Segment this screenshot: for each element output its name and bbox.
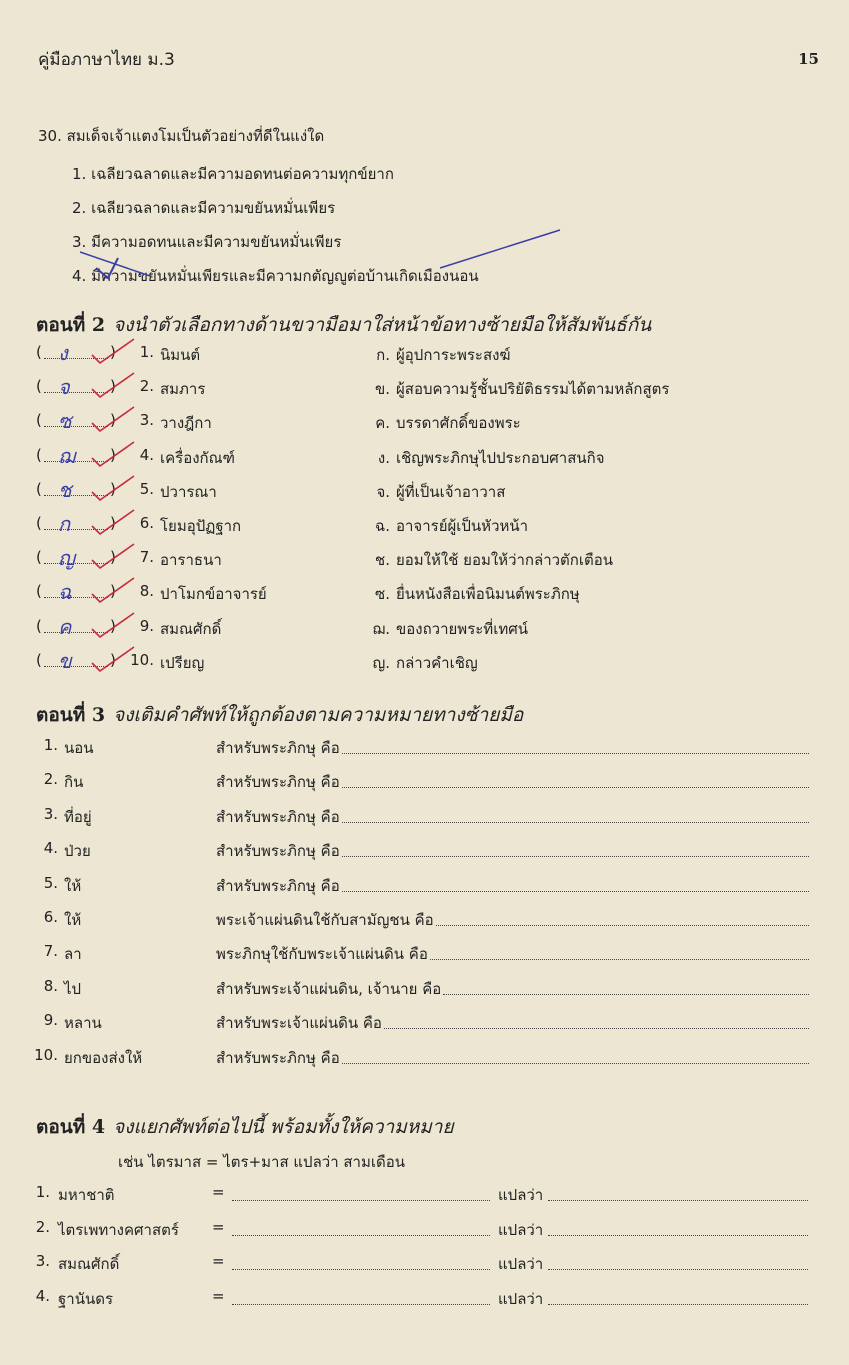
answer-line[interactable]	[342, 891, 809, 892]
open-paren: (	[36, 343, 42, 361]
fill-row	[0, 977, 849, 1007]
left-item-term: วางฎีกา	[160, 414, 212, 433]
translation-label: แปลว่า	[498, 1255, 544, 1273]
item-number: 3.	[43, 804, 58, 823]
handwritten-answer: ญ	[58, 546, 76, 571]
right-item-desc: อาจารย์ผู้เป็นหัวหน้า	[396, 517, 529, 535]
item-word: ลา	[64, 945, 82, 964]
open-paren: (	[36, 548, 42, 567]
item-number: 3.	[35, 1252, 50, 1270]
fill-row	[0, 770, 849, 800]
fill-row	[0, 805, 849, 835]
item-meaning: พระภิกษุใช้กับพระเจ้าแผ่นดิน คือ	[216, 945, 428, 964]
left-item-term: สมณศักดิ์	[160, 619, 222, 638]
left-item-term: นิมนต์	[160, 346, 201, 364]
right-item-key: จ.	[376, 482, 390, 501]
fill-row	[0, 1011, 849, 1041]
question-30-option-1: 1. เฉลียวฉลาดและมีความอดทนต่อความทุกข์ยาก	[72, 165, 394, 183]
item-word: ให้	[64, 876, 82, 895]
item-number: 2.	[43, 770, 58, 789]
item-meaning: สำหรับพระภิกษุ คือ	[216, 876, 340, 895]
left-item-number: 1.	[139, 343, 154, 361]
section-4-heading	[36, 1112, 454, 1142]
section-4-label: ตอนที่ 4	[36, 1116, 106, 1138]
split-answer-line[interactable]	[232, 1269, 490, 1270]
close-paren: )	[110, 377, 116, 396]
right-item-key: ก.	[376, 346, 390, 364]
open-paren: (	[36, 582, 42, 601]
left-item-term: เครื่องกัณฑ์	[160, 448, 235, 467]
left-item-term: ปาโมกข์อาจารย์	[160, 585, 267, 604]
equals-sign: =	[212, 1286, 225, 1305]
item-number: 1.	[43, 736, 58, 754]
open-paren: (	[36, 411, 42, 430]
left-item-term: เปรียญ	[160, 653, 205, 672]
right-item-key: ข.	[374, 380, 390, 399]
item-meaning: สำหรับพระภิกษุ คือ	[216, 842, 340, 861]
fill-row	[0, 874, 849, 904]
left-item-number: 9.	[139, 616, 154, 635]
question-30-option-4: 4. มีความขยันหมั่นเพียรและมีความกตัญญูต่อบ้านเกิดเมืองนอน	[72, 267, 479, 285]
item-word: ป่วย	[64, 842, 91, 861]
item-number: 2.	[35, 1217, 50, 1236]
section-2-label: ตอนที่ 2	[36, 314, 106, 336]
close-paren: )	[110, 514, 116, 532]
right-item-key: ฌ.	[372, 619, 390, 638]
right-item-key: ง.	[377, 448, 390, 467]
handwritten-answer: จ	[58, 375, 70, 400]
left-item-number: 8.	[139, 582, 154, 601]
answer-line[interactable]	[342, 822, 809, 823]
right-item-desc: เชิญพระภิกษุไปประกอบศาสนกิจ	[396, 448, 605, 467]
split-row	[0, 1218, 849, 1248]
section-4-example: เช่น ไตรมาส = ไตร+มาส แปลว่า สามเดือน	[118, 1153, 405, 1171]
section-4-title: จงแยกศัพท์ต่อไปนี้ พร้อมทั้งให้ความหมาย	[113, 1116, 454, 1138]
right-item-desc: ผู้อุปการะพระสงฆ์	[396, 346, 511, 364]
item-meaning: สำหรับพระเจ้าแผ่นดิน, เจ้านาย คือ	[216, 979, 442, 998]
section-3-label: ตอนที่ 3	[36, 704, 106, 726]
right-item-desc: ยอมให้ใช้ ยอมให้ว่ากล่าวตักเตือน	[396, 551, 613, 570]
answer-line[interactable]	[342, 753, 809, 754]
section-3-title: จงเติมคำศัพท์ให้ถูกต้องตามความหมายทางซ้ายมือ	[113, 704, 524, 726]
translation-answer-line[interactable]	[548, 1200, 808, 1201]
item-number: 6.	[43, 908, 58, 926]
item-word: ที่อยู่	[64, 807, 92, 826]
close-paren: )	[110, 411, 116, 430]
translation-answer-line[interactable]	[548, 1269, 808, 1270]
equals-sign: =	[212, 1183, 225, 1201]
left-item-term: สมภาร	[160, 380, 206, 399]
item-number: 4.	[35, 1286, 50, 1305]
translation-label: แปลว่า	[498, 1289, 544, 1308]
handwritten-answer: ฉ	[58, 580, 72, 605]
item-number: 4.	[43, 839, 58, 858]
right-item-desc: กล่าวคำเชิญ	[396, 653, 478, 672]
answer-line[interactable]	[384, 1028, 809, 1029]
handwritten-answer: ซ	[58, 409, 72, 434]
item-word: ไตรเพทางคศาสตร์	[58, 1220, 179, 1239]
handwritten-answer: ก	[58, 512, 71, 536]
answer-line[interactable]	[342, 787, 809, 788]
close-paren: )	[110, 445, 116, 464]
item-word: ให้	[64, 911, 82, 929]
left-item-number: 3.	[139, 411, 154, 430]
right-item-desc: ของถวายพระที่เทศน์	[396, 619, 528, 638]
close-paren: )	[110, 582, 116, 601]
close-paren: )	[110, 343, 116, 361]
close-paren: )	[110, 548, 116, 567]
handwritten-answer: ค	[58, 614, 72, 639]
handwritten-answer: ง	[58, 341, 68, 365]
item-word: สมณศักดิ์	[58, 1255, 120, 1273]
translation-answer-line[interactable]	[548, 1304, 808, 1305]
answer-line[interactable]	[430, 959, 809, 960]
answer-line[interactable]	[342, 1063, 809, 1064]
answer-line[interactable]	[342, 856, 809, 857]
open-paren: (	[36, 377, 42, 396]
fill-row	[0, 1046, 849, 1076]
item-word: ฐานันดร	[58, 1289, 114, 1308]
left-item-number: 6.	[139, 514, 154, 532]
section-3-heading	[36, 700, 523, 730]
item-word: ไป	[64, 979, 82, 998]
fill-row	[0, 736, 849, 766]
question-30-option-2: 2. เฉลียวฉลาดและมีความขยันหมั่นเพียร	[72, 199, 336, 217]
right-item-key: ฉ.	[375, 517, 390, 535]
right-item-key: ช.	[375, 551, 390, 570]
right-item-desc: ผู้ที่เป็นเจ้าอาวาส	[396, 482, 506, 501]
left-item-term: ปวารณา	[160, 482, 217, 501]
close-paren: )	[110, 479, 116, 498]
item-word: ยกของส่งให้	[64, 1048, 143, 1067]
split-row	[0, 1287, 849, 1317]
item-meaning: สำหรับพระภิกษุ คือ	[216, 807, 340, 826]
item-meaning: สำหรับพระเจ้าแผ่นดิน คือ	[216, 1014, 382, 1033]
item-meaning: สำหรับพระภิกษุ คือ	[216, 773, 340, 792]
page-header-title: คู่มือภาษาไทย ม.3	[38, 50, 175, 70]
item-number: 7.	[43, 942, 58, 961]
translation-answer-line[interactable]	[548, 1235, 808, 1236]
open-paren: (	[36, 445, 42, 464]
item-word: หลาน	[64, 1014, 102, 1033]
item-meaning: สำหรับพระภิกษุ คือ	[216, 739, 340, 757]
open-paren: (	[36, 650, 42, 669]
right-item-desc: ยื่นหนังสือเพื่อนิมนต์พระภิกษุ	[396, 585, 580, 604]
left-item-number: 5.	[139, 479, 154, 498]
right-item-desc: บรรดาศักดิ์ของพระ	[396, 414, 521, 433]
item-word: มหาชาติ	[58, 1186, 115, 1204]
open-paren: (	[36, 479, 42, 498]
item-number: 1.	[35, 1183, 50, 1201]
fill-row	[0, 839, 849, 869]
item-meaning: สำหรับพระภิกษุ คือ	[216, 1048, 340, 1067]
translation-label: แปลว่า	[498, 1220, 544, 1239]
item-number: 9.	[43, 1011, 58, 1030]
close-paren: )	[110, 650, 116, 669]
handwritten-answer: ฌ	[58, 443, 76, 468]
split-row	[0, 1252, 849, 1282]
equals-sign: =	[212, 1252, 225, 1270]
handwritten-answer: ข	[58, 648, 72, 673]
right-item-key: ค.	[375, 414, 390, 433]
left-item-number: 10.	[130, 650, 154, 669]
item-word: กิน	[64, 773, 84, 792]
close-paren: )	[110, 616, 116, 635]
equals-sign: =	[212, 1217, 225, 1236]
left-item-number: 4.	[139, 445, 154, 464]
question-30: 30. สมเด็จเจ้าแตงโมเป็นตัวอย่างที่ดีในแง่ใด	[38, 127, 325, 145]
page-number: 15	[798, 50, 819, 68]
left-item-number: 2.	[139, 377, 154, 396]
answer-line[interactable]	[443, 994, 809, 995]
answer-line[interactable]	[436, 925, 809, 926]
left-item-term: อาราธนา	[160, 551, 222, 570]
split-row	[0, 1183, 849, 1213]
left-item-term: โยมอุปัฏฐาก	[160, 517, 242, 535]
question-30-option-3: 3. มีความอดทนและมีความขยันหมั่นเพียร	[72, 233, 342, 251]
split-answer-line[interactable]	[232, 1304, 490, 1305]
item-word: นอน	[64, 739, 94, 757]
section-2-title: จงนำตัวเลือกทางด้านขวามือมาใส่หน้าข้อทางซ้ายมือให้สัมพันธ์กัน	[113, 314, 652, 336]
open-paren: (	[36, 514, 42, 532]
item-number: 10.	[34, 1045, 58, 1064]
fill-row	[0, 908, 849, 938]
left-item-number: 7.	[139, 548, 154, 567]
item-number: 5.	[43, 873, 58, 892]
right-item-key: ซ.	[375, 585, 390, 604]
handwritten-answer: ช	[58, 477, 72, 502]
match-row	[0, 648, 849, 681]
right-item-desc: ผู้สอบความรู้ชั้นปริยัติธรรมได้ตามหลักสูตร	[396, 380, 670, 399]
fill-row	[0, 942, 849, 972]
translation-label: แปลว่า	[498, 1186, 544, 1204]
item-number: 8.	[43, 976, 58, 995]
split-answer-line[interactable]	[232, 1200, 490, 1201]
open-paren: (	[36, 616, 42, 635]
item-meaning: พระเจ้าแผ่นดินใช้กับสามัญชน คือ	[216, 911, 434, 929]
right-item-key: ญ.	[372, 653, 390, 672]
split-answer-line[interactable]	[232, 1235, 490, 1236]
